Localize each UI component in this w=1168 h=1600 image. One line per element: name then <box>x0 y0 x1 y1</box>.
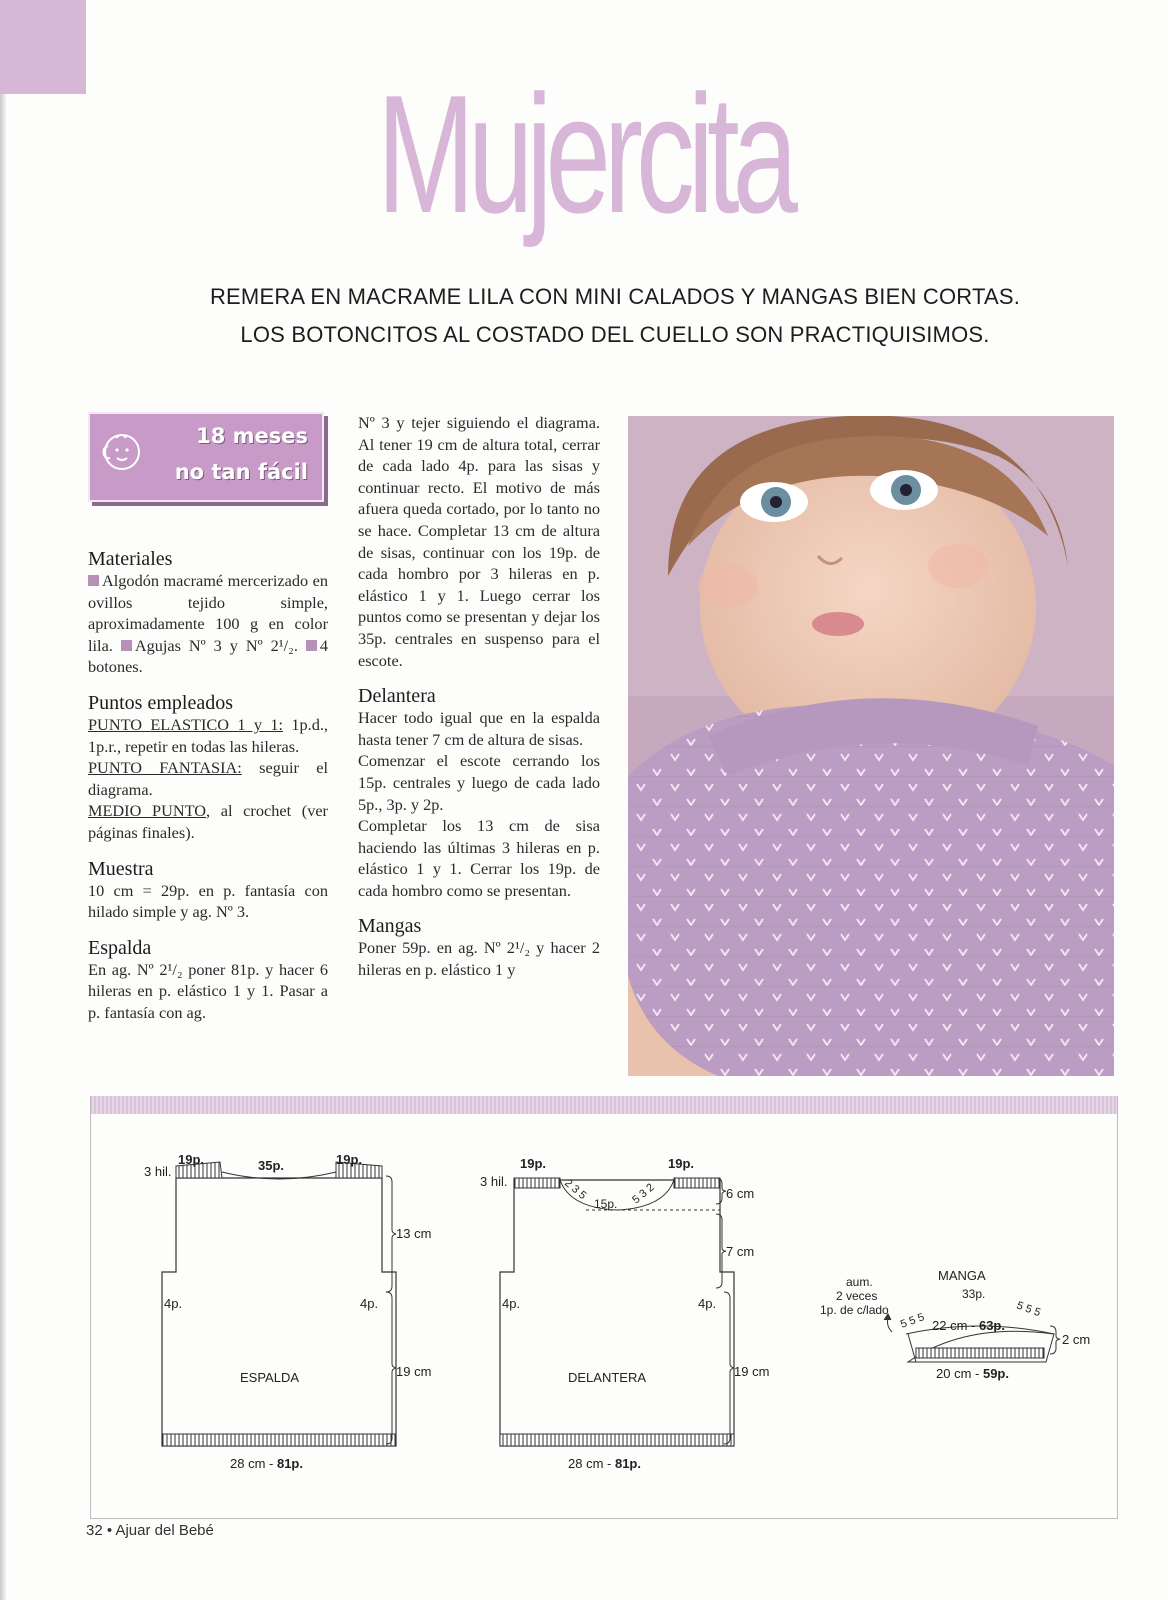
text-column-2 <box>358 412 600 981</box>
badge-difficulty: no tan fácil <box>174 460 308 484</box>
espalda-neck: 35p. <box>258 1158 285 1173</box>
materiales-item-3: 4 botones. <box>88 635 328 677</box>
delantera-p1: Hacer todo igual que en la espalda hasta tener 7 cm de altura de sisas. <box>358 708 600 749</box>
materiales-heading: Materiales <box>88 548 173 570</box>
delantera-armhole: 7 cm <box>726 1244 755 1259</box>
puntos-medio <box>88 800 328 843</box>
delantera-shoulder-left: 19p. <box>520 1156 547 1171</box>
materiales-item-2: Agujas Nº 3 y Nº 2¹/₂. <box>134 635 298 655</box>
subtitle-line-2: LOS BOTONCITOS AL COSTADO DEL CUELLO SON PRACTIQUISIMOS. <box>240 322 990 347</box>
materiales-item-1: Algodón macramé mercerizado en ovillos tejido simple, aproximadamente 100 g en color lila. <box>88 571 328 655</box>
espalda-dec-right: 4p. <box>360 1296 379 1311</box>
arrow-icon <box>888 1318 893 1332</box>
delantera-p2: Comenzar el escote cerrando los 15p. centrales y luego de cada lado 5p., 3p. y 2p. <box>358 751 600 814</box>
manga-aum-3: 1p. de c/lado <box>820 1303 889 1317</box>
manga-diagram <box>820 1268 1090 1381</box>
delantera-neck-center: 15p. <box>594 1197 618 1211</box>
espalda-continued: Nº 3 y tejer siguiendo el diagrama. Al tener 19 cm de altura total, cerrar de cada lado 4p. para las sisas y continuar recto. El motivo de más afuera queda cortado, por lo tanto no se hace. Completar 13 cm de altura de sisas, continuar con los 19p. de cada hombro por 3 hileras en p. elástico 1 y 1. Luego cerrar los puntos como se presentan y dejar los 35p. centrales en suspenso para el escote. <box>358 413 600 670</box>
mangas-text: Poner 59p. en ag. Nº 2¹/₂ y hacer 2 hileras en p. elástico 1 y <box>358 938 600 980</box>
magazine-name: Ajuar del Bebé <box>115 1522 214 1539</box>
page-spine <box>0 0 6 1600</box>
delantera-body: 19 cm <box>734 1364 770 1379</box>
page-title: Mujercita <box>376 60 792 248</box>
manga-mid: 22 cm - 63p. <box>932 1318 1005 1333</box>
text-column-1 <box>88 548 328 1024</box>
delantera-heading: Delantera <box>358 685 436 708</box>
muestra-heading: Muestra <box>88 857 154 880</box>
baby-photo <box>628 416 1114 1076</box>
manga-bottom: 20 cm - 59p. <box>936 1366 1009 1381</box>
espalda-shoulder-right: 19p. <box>336 1152 363 1167</box>
badge-age: 18 meses <box>196 424 308 448</box>
corner-tab <box>0 0 86 94</box>
pattern-diagrams <box>90 1096 1118 1518</box>
puntos-fantasia <box>88 757 328 800</box>
espalda-armhole: 13 cm <box>396 1226 432 1241</box>
manga-top: 33p. <box>962 1287 986 1301</box>
manga-label: MANGA <box>938 1268 986 1283</box>
delantera-neck-right: 5 3 2 <box>630 1181 657 1207</box>
manga-aum-2: 2 veces <box>836 1289 878 1303</box>
baby-photo-illustration <box>628 416 1114 1076</box>
elastico-name: PUNTO ELASTICO 1 y 1: <box>88 714 283 734</box>
manga-height: 2 cm <box>1062 1332 1091 1347</box>
espalda-text: En ag. Nº 2¹/₂ poner 81p. y hacer 6 hileras en p. elástico 1 y 1. Pasar a p. fantasía con ag. <box>88 959 328 1022</box>
difficulty-badge <box>88 412 324 502</box>
manga-aum-1: aum. <box>846 1275 873 1289</box>
medio-text: , al crochet (ver páginas finales). <box>88 801 328 842</box>
page-footer <box>86 1522 214 1539</box>
delantera-shoulder-right: 19p. <box>668 1156 695 1171</box>
delantera-bottom: 28 cm - 81p. <box>568 1456 641 1471</box>
puntos-heading: Puntos empleados <box>88 691 233 714</box>
delantera-label: DELANTERA <box>568 1370 647 1385</box>
medio-name: MEDIO PUNTO <box>88 801 207 821</box>
materiales-text <box>88 570 328 678</box>
espalda-label: ESPALDA <box>240 1370 300 1385</box>
espalda-heading: Espalda <box>88 936 152 959</box>
delantera-neck-left: 2 3 5 <box>562 1177 589 1203</box>
espalda-shoulder-left: 19p. <box>178 1152 205 1167</box>
fantasia-text: seguir el diagrama. <box>88 758 328 799</box>
bullet-square-icon <box>88 575 99 586</box>
bullet-dot-icon: • <box>106 1522 113 1539</box>
delantera-neck-depth: 6 cm <box>726 1186 755 1201</box>
page-number: 32 <box>86 1522 103 1539</box>
delantera-p3: Completar los 13 cm de sisa haciendo las últimas 3 hileras en p. elástico 1 y 1. Cerrar los 19p. de cada hombro como se presentan. <box>358 816 600 900</box>
espalda-body: 19 cm <box>396 1364 432 1379</box>
delantera-dec-right: 4p. <box>698 1296 717 1311</box>
espalda-rows: 3 hil. <box>144 1164 172 1179</box>
mangas-heading: Mangas <box>358 915 422 938</box>
puntos-elastico <box>88 714 328 757</box>
espalda-dec-left: 4p. <box>164 1296 183 1311</box>
delantera-dec-left: 4p. <box>502 1296 521 1311</box>
baby-face-icon <box>98 428 144 474</box>
subtitle-line-1: REMERA EN MACRAME LILA CON MINI CALADOS Y MANGAS BIEN CORTAS. <box>209 284 1021 309</box>
manga-inc-left: 5 5 5 <box>898 1311 927 1331</box>
delantera-diagram <box>480 1156 769 1471</box>
espalda-bottom: 28 cm - 81p. <box>230 1456 303 1471</box>
muestra-text: 10 cm = 29p. en p. fantasía con hilado simple y ag. Nº 3. <box>88 880 328 922</box>
elastico-text: 1p.d., 1p.r., repetir en todas las hileras. <box>88 714 328 756</box>
subtitle <box>120 278 1110 354</box>
bullet-square-icon <box>121 640 132 651</box>
espalda-diagram <box>144 1152 431 1471</box>
manga-inc-right: 5 5 5 <box>1014 1299 1043 1320</box>
fantasia-name: PUNTO FANTASIA: <box>88 758 242 778</box>
delantera-rows: 3 hil. <box>480 1174 508 1189</box>
bullet-square-icon <box>306 640 317 651</box>
